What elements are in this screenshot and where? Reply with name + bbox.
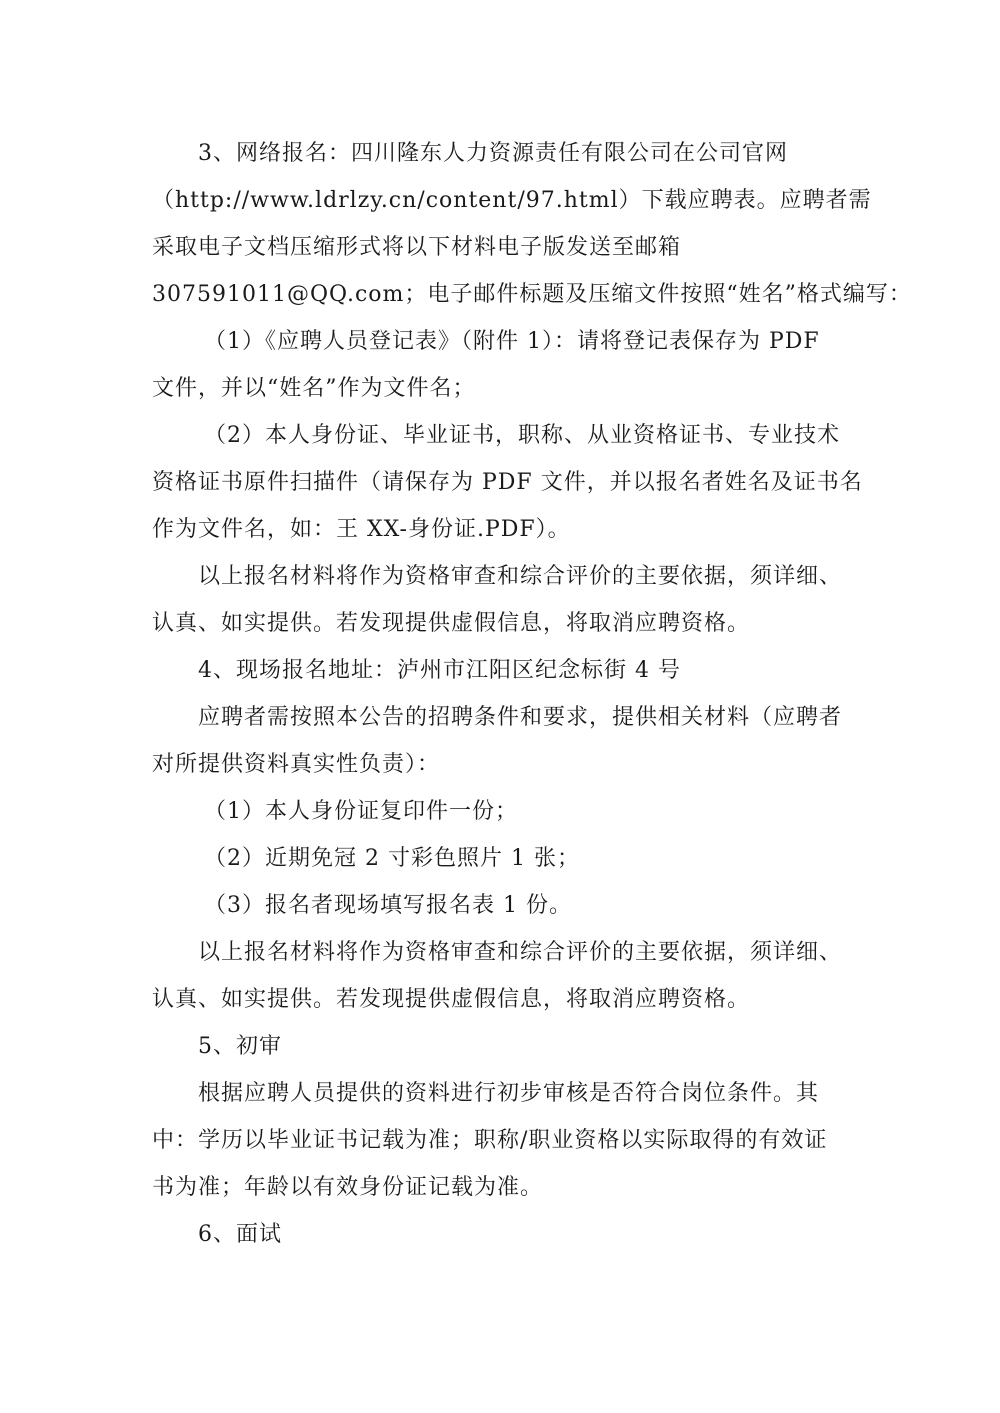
paragraph-line: 以上报名材料将作为资格审查和综合评价的主要依据，须详细、 (198, 564, 843, 589)
list-item-3: （3）报名者现场填写报名表 1 份。 (204, 893, 572, 918)
section-4-heading: 4、现场报名地址：泸州市江阳区纪念标街 4 号 (198, 658, 681, 683)
text-line: 307591011@QQ.com；电子邮件标题及压缩文件按照“姓名”格式编写： (152, 282, 912, 307)
text-line: 资格证书原件扫描件（请保存为 PDF 文件，并以报名者姓名及证书名 (152, 470, 863, 495)
text-line: 对所提供资料真实性负责）： (152, 752, 441, 777)
section-3-heading: 3、网络报名：四川隆东人力资源责任有限公司在公司官网 (198, 141, 788, 166)
text-line: 认真、如实提供。若发现提供虚假信息，将取消应聘资格。 (152, 611, 751, 636)
text-line: 中：学历以毕业证书记载为准；职称/职业资格以实际取得的有效证 (152, 1128, 828, 1153)
section-6-heading: 6、面试 (198, 1222, 282, 1247)
text-line: 文件，并以“姓名”作为文件名； (152, 376, 476, 401)
list-item-2: （2）近期免冠 2 寸彩色照片 1 张； (204, 846, 580, 871)
text-line: 认真、如实提供。若发现提供虚假信息，将取消应聘资格。 (152, 987, 751, 1012)
text-line: 作为文件名，如：王 XX-身份证.PDF）。 (152, 517, 571, 542)
list-item-2: （2）本人身份证、毕业证书，职称、从业资格证书、专业技术 (204, 423, 840, 448)
list-item-1: （1）《应聘人员登记表》（附件 1）：请将登记表保存为 PDF (204, 329, 820, 354)
paragraph-line: 根据应聘人员提供的资料进行初步审核是否符合岗位条件。其 (198, 1081, 820, 1106)
text-line: 书为准；年龄以有效身份证记载为准。 (152, 1175, 544, 1200)
paragraph-line: 以上报名材料将作为资格审查和综合评价的主要依据，须详细、 (198, 940, 843, 965)
document-body (152, 130, 912, 1258)
section-5-heading: 5、初审 (198, 1034, 282, 1059)
text-line: 采取电子文档压缩形式将以下材料电子版发送至邮箱 (152, 235, 682, 260)
paragraph-line: 应聘者需按照本公告的招聘条件和要求，提供相关材料（应聘者 (198, 705, 843, 730)
text-line: （http://www.ldrlzy.cn/content/97.html）下载应聘表。应聘者需 (152, 188, 872, 213)
list-item-1: （1）本人身份证复印件一份； (204, 799, 518, 824)
